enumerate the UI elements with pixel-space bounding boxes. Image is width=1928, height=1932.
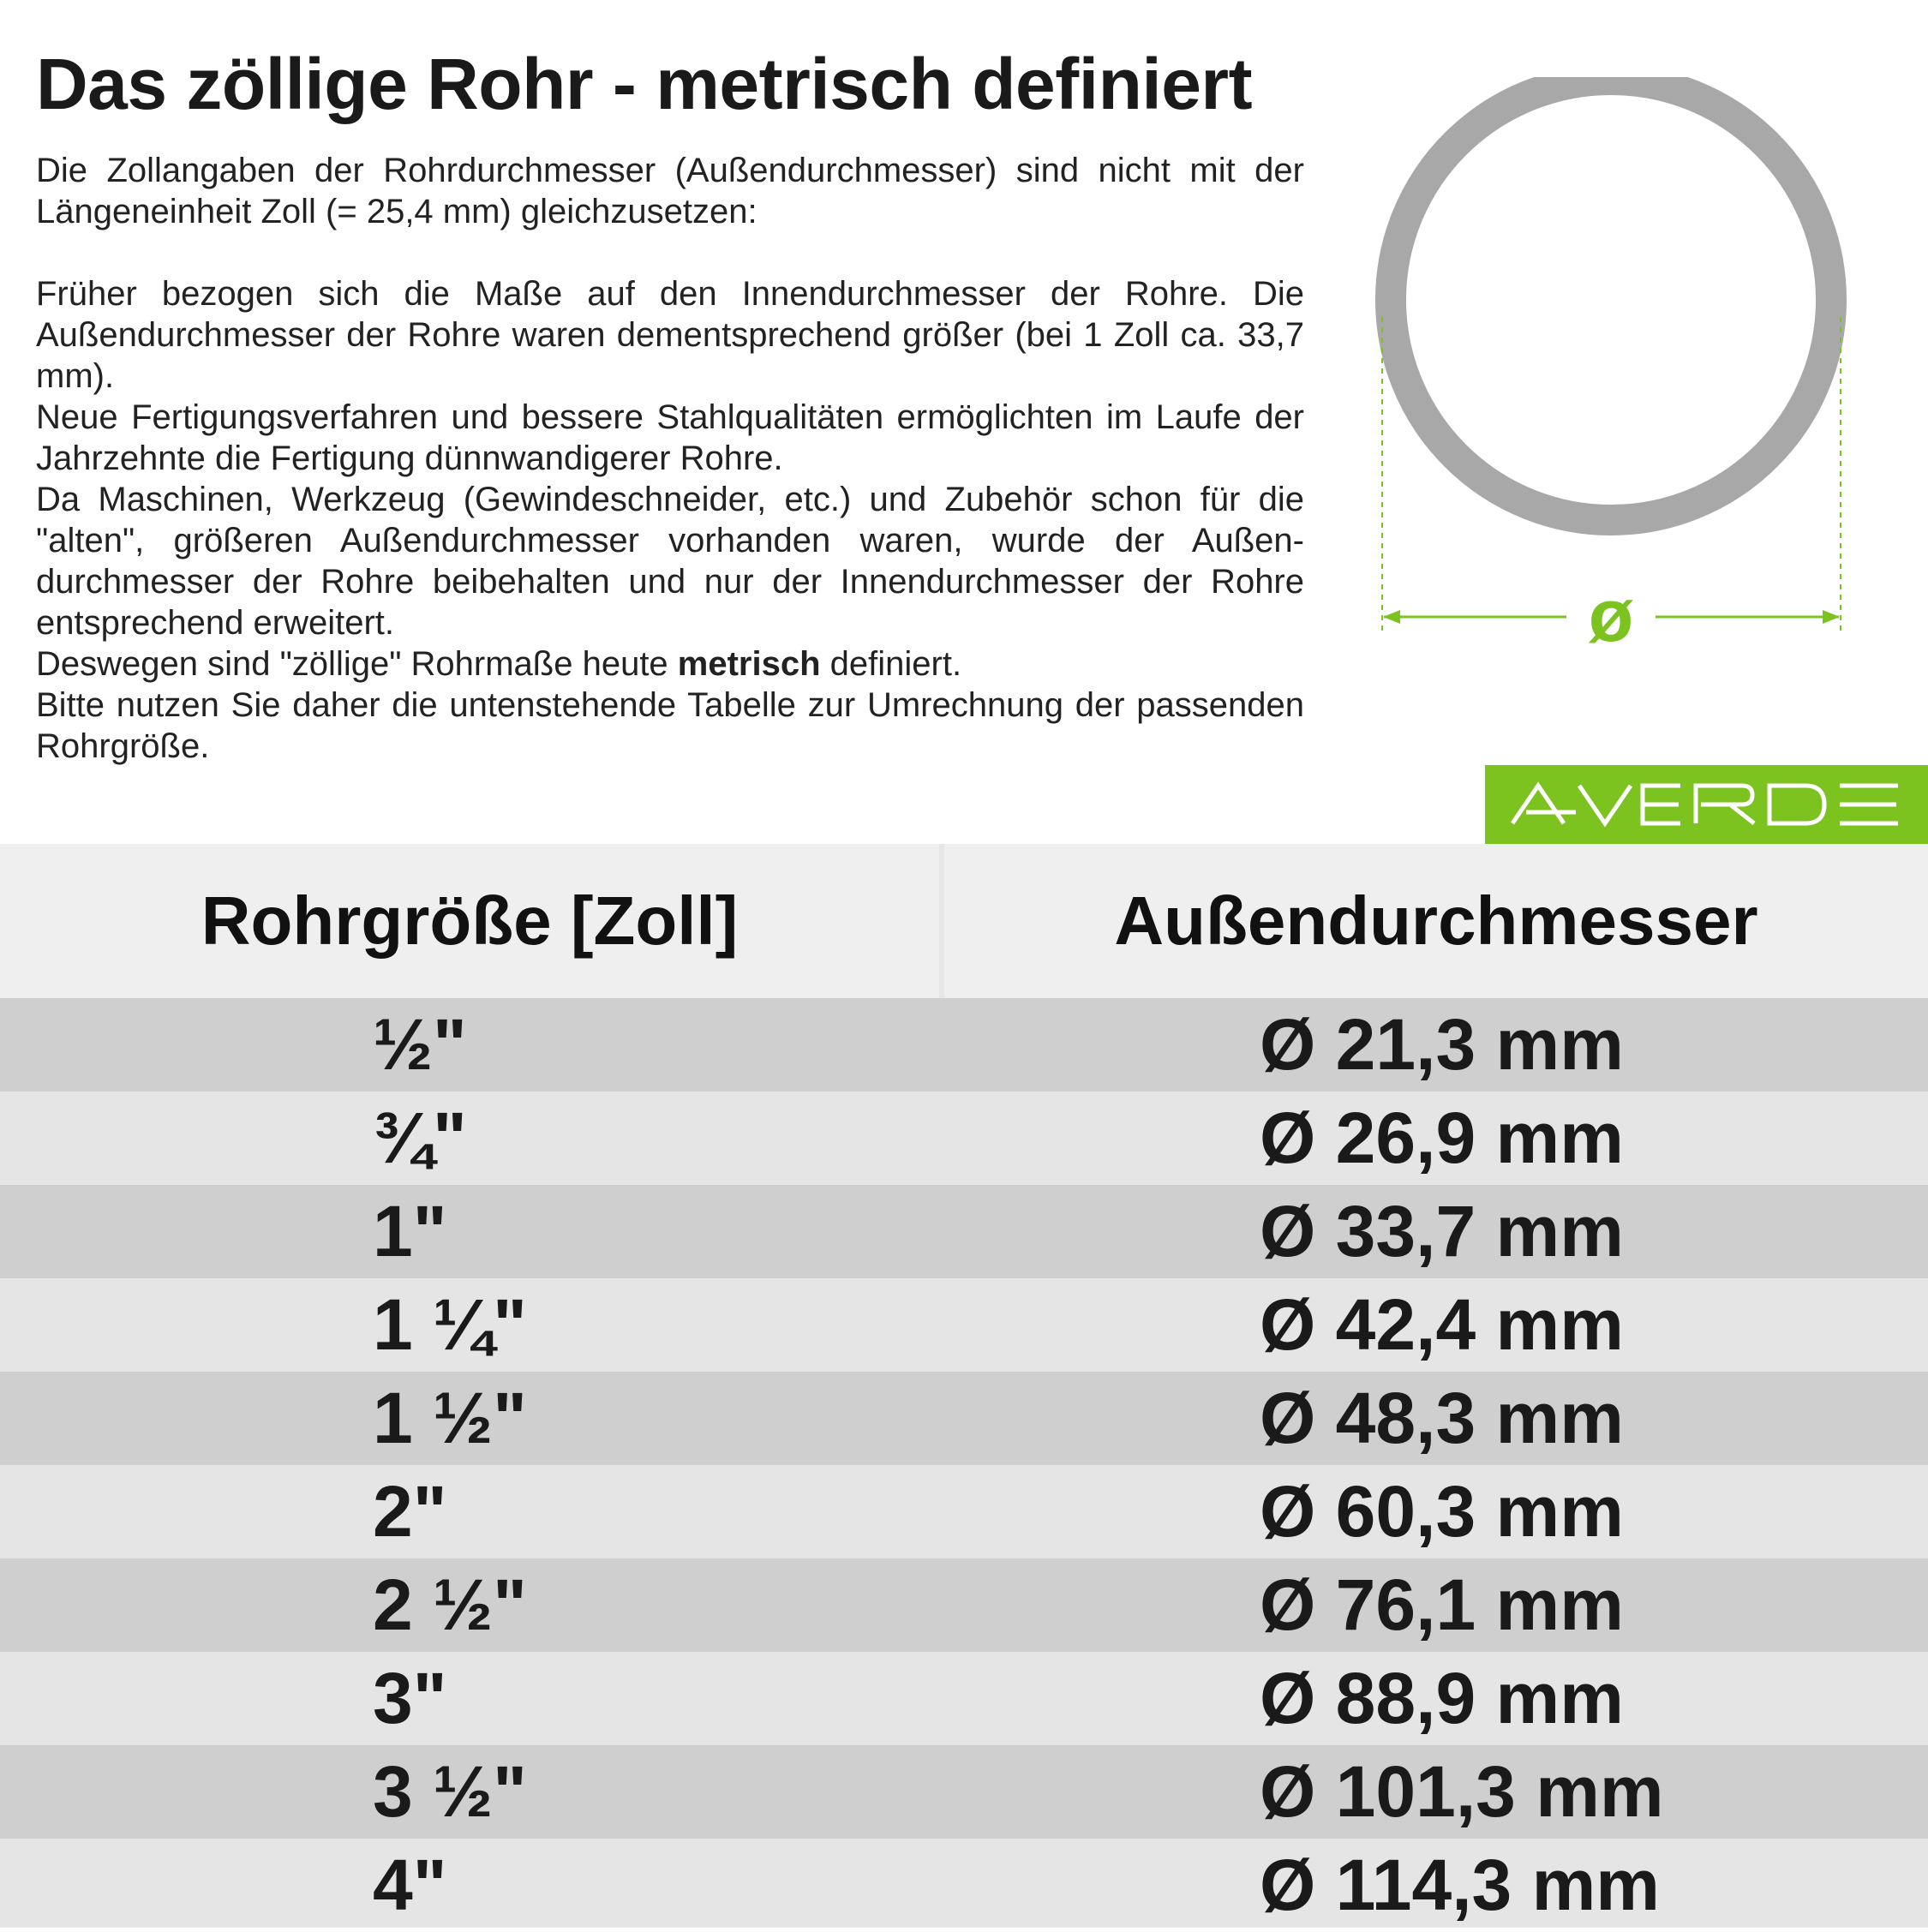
paragraph-intro: Die Zollangaben der Rohrdurchmesser (Außendurchmesser) sind nicht mit der Längeneinheit Zoll (= 25,4 mm) gleichzusetzen:	[36, 152, 1304, 230]
arrow-right-icon	[1823, 610, 1840, 624]
pipe-size-cell: 2 ½"	[373, 1564, 527, 1645]
outer-diameter-cell: Ø 21,3 mm	[1260, 1004, 1624, 1085]
brand-logo	[1485, 765, 1928, 845]
table-row	[0, 1278, 1928, 1372]
pipe-ring-icon	[1391, 80, 1831, 520]
pipe-size-cell: 3 ½"	[373, 1751, 527, 1832]
paragraph-manufacturing: Neue Fertigungsverfahren und bessere Stahlqualitäten ermöglichten im Laufe der Jahrzehnte die Fertigung dünnwandigerer Rohre.	[36, 398, 1304, 477]
outer-diameter-cell: Ø 88,9 mm	[1260, 1658, 1624, 1738]
outer-diameter-cell: Ø 76,1 mm	[1260, 1564, 1624, 1645]
pipe-size-cell: ½"	[373, 1004, 467, 1085]
paragraph-history: Früher bezogen sich die Maße auf den Innendurchmesser der Rohre. Die Außendurchmesser der Rohre waren dementsprechend größer (bei 1 Zoll ca. 33,7 mm).	[36, 275, 1304, 395]
outer-diameter-cell: Ø 26,9 mm	[1260, 1098, 1624, 1178]
diameter-symbol: ø	[1588, 575, 1634, 657]
outer-diameter-cell: Ø 60,3 mm	[1260, 1471, 1624, 1552]
pipe-size-cell: 3"	[373, 1658, 447, 1738]
arrow-left-icon	[1383, 610, 1400, 624]
outer-diameter-cell: Ø 42,4 mm	[1260, 1284, 1624, 1365]
outer-diameter-cell: Ø 33,7 mm	[1260, 1191, 1624, 1271]
pipe-size-cell: 2"	[373, 1471, 447, 1552]
metric-text-before: Deswegen sind "zöllige" Rohrmaße heute	[36, 645, 678, 683]
averde-logo-icon	[1485, 765, 1928, 845]
header-outer-diameter: Außendurchmesser	[1114, 882, 1758, 959]
table-row	[0, 1372, 1928, 1465]
pipe-size-table	[0, 844, 1928, 1928]
pipe-diagram	[1371, 77, 1851, 660]
pipe-size-cell: 1 ¼"	[373, 1284, 527, 1365]
table-row	[0, 1465, 1928, 1558]
outer-diameter-cell: Ø 101,3 mm	[1260, 1751, 1664, 1832]
pipe-size-cell: 1 ½"	[373, 1378, 527, 1458]
outer-diameter-cell: Ø 114,3 mm	[1260, 1845, 1660, 1925]
table-row	[0, 1092, 1928, 1185]
paragraph-table-hint: Bitte nutzen Sie daher die untenstehende Tabelle zur Umrechnung der passenden Rohrgröße.	[36, 686, 1304, 765]
table-row	[0, 1839, 1928, 1928]
paragraph-metric	[36, 643, 1304, 685]
header-pipe-size: Rohrgröße [Zoll]	[201, 882, 739, 959]
pipe-size-cell: ¾"	[373, 1098, 467, 1178]
pipe-size-cell: 4"	[373, 1845, 447, 1925]
outer-diameter-cell: Ø 48,3 mm	[1260, 1378, 1624, 1458]
metric-text-after: definiert.	[820, 645, 962, 683]
table-row	[0, 1558, 1928, 1652]
table-row	[0, 1652, 1928, 1745]
page-title: Das zöllige Rohr - metrisch definiert	[36, 44, 1253, 124]
intro-text	[36, 150, 1304, 767]
table-header	[0, 844, 1928, 998]
pipe-size-cell: 1"	[373, 1191, 447, 1271]
table-row	[0, 998, 1928, 1092]
paragraph-tools: Da Maschinen, Werkzeug (Gewindeschneider, etc.) und Zubehör schon für die "alten", größeren Außendurchmesser vorhanden waren, wurde der Außen-durchmesser der Rohre beibehalten und nur der Innendurchmesser der Rohre entsprechend erweitert.	[36, 481, 1304, 642]
table-row	[0, 1185, 1928, 1278]
table-row	[0, 1745, 1928, 1839]
metric-bold-text: metrisch	[677, 645, 821, 683]
